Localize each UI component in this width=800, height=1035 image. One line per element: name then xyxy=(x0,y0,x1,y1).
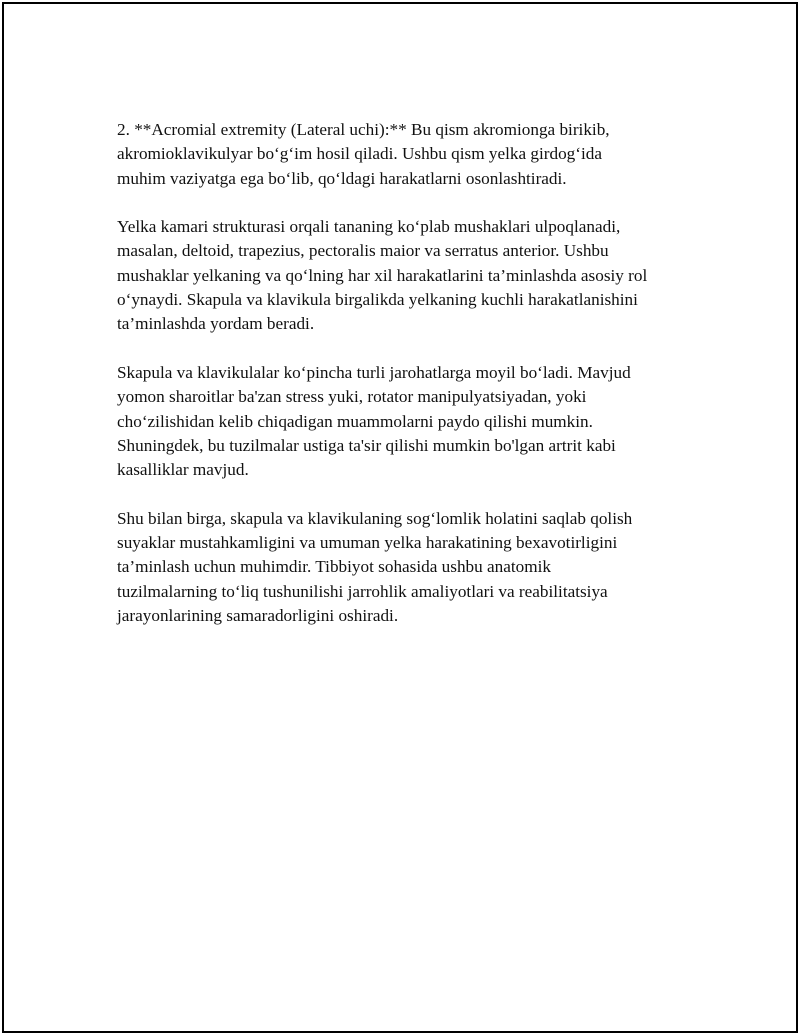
text-line: akromioklavikulyar bo‘g‘im hosil qiladi. Ushbu qism yelka girdog‘ida xyxy=(117,144,602,164)
text-line: suyaklar mustahkamligini va umuman yelka harakatining bexavotirligini xyxy=(117,533,618,553)
text-line: ta’minlash uchun muhimdir. Tibbiyot sohasida ushbu anatomik xyxy=(117,557,551,577)
text-line: ta’minlashda yordam beradi. xyxy=(117,314,315,334)
paragraph-shoulder-girdle-muscles xyxy=(117,215,697,336)
text-line: Yelka kamari strukturasi orqali tananing ko‘plab mushaklari ulpoqlanadi, xyxy=(117,217,621,237)
text-line: masalan, deltoid, trapezius, pectoralis maior va serratus anterior. Ushbu xyxy=(117,241,609,261)
text-line: o‘ynaydi. Skapula va klavikula birgalikda yelkaning kuchli harakatlanishini xyxy=(117,290,638,310)
text-line: jarayonlarining samaradorligini oshiradi. xyxy=(117,605,399,625)
text-line: cho‘zilishidan kelib chiqadigan muammolarni paydo qilishi mumkin. xyxy=(117,411,593,431)
text-line: yomon sharoitlar ba'zan stress yuki, rotator manipulyatsiyadan, yoki xyxy=(117,387,587,407)
text-line: mushaklar yelkaning va qo‘lning har xil harakatlarini ta’minlashda asosiy rol xyxy=(117,265,648,285)
text-line: muhim vaziyatga ega bo‘lib, qo‘ldagi harakatlarni osonlashtiradi. xyxy=(117,168,567,188)
paragraph-injuries xyxy=(117,361,697,482)
text-line: tuzilmalarning to‘liq tushunilishi jarrohlik amaliyotlari va reabilitatsiya xyxy=(117,581,608,601)
text-line: 2. **Acromial extremity (Lateral uchi):** Bu qism akromionga birikib, xyxy=(117,120,610,139)
paragraph-health-conclusion xyxy=(117,507,697,628)
text-line: Shu bilan birga, skapula va klavikulaning sog‘lomlik holatini saqlab qolish xyxy=(117,508,633,528)
document-body xyxy=(117,118,697,653)
text-line: kasalliklar mavjud. xyxy=(117,460,249,480)
paragraph-acromial-extremity xyxy=(117,118,697,191)
text-line: Skapula va klavikulalar ko‘pincha turli jarohatlarga moyil bo‘ladi. Mavjud xyxy=(117,362,631,382)
text-line: Shuningdek, bu tuzilmalar ustiga ta'sir qilishi mumkin bo'lgan artrit kabi xyxy=(117,435,616,455)
